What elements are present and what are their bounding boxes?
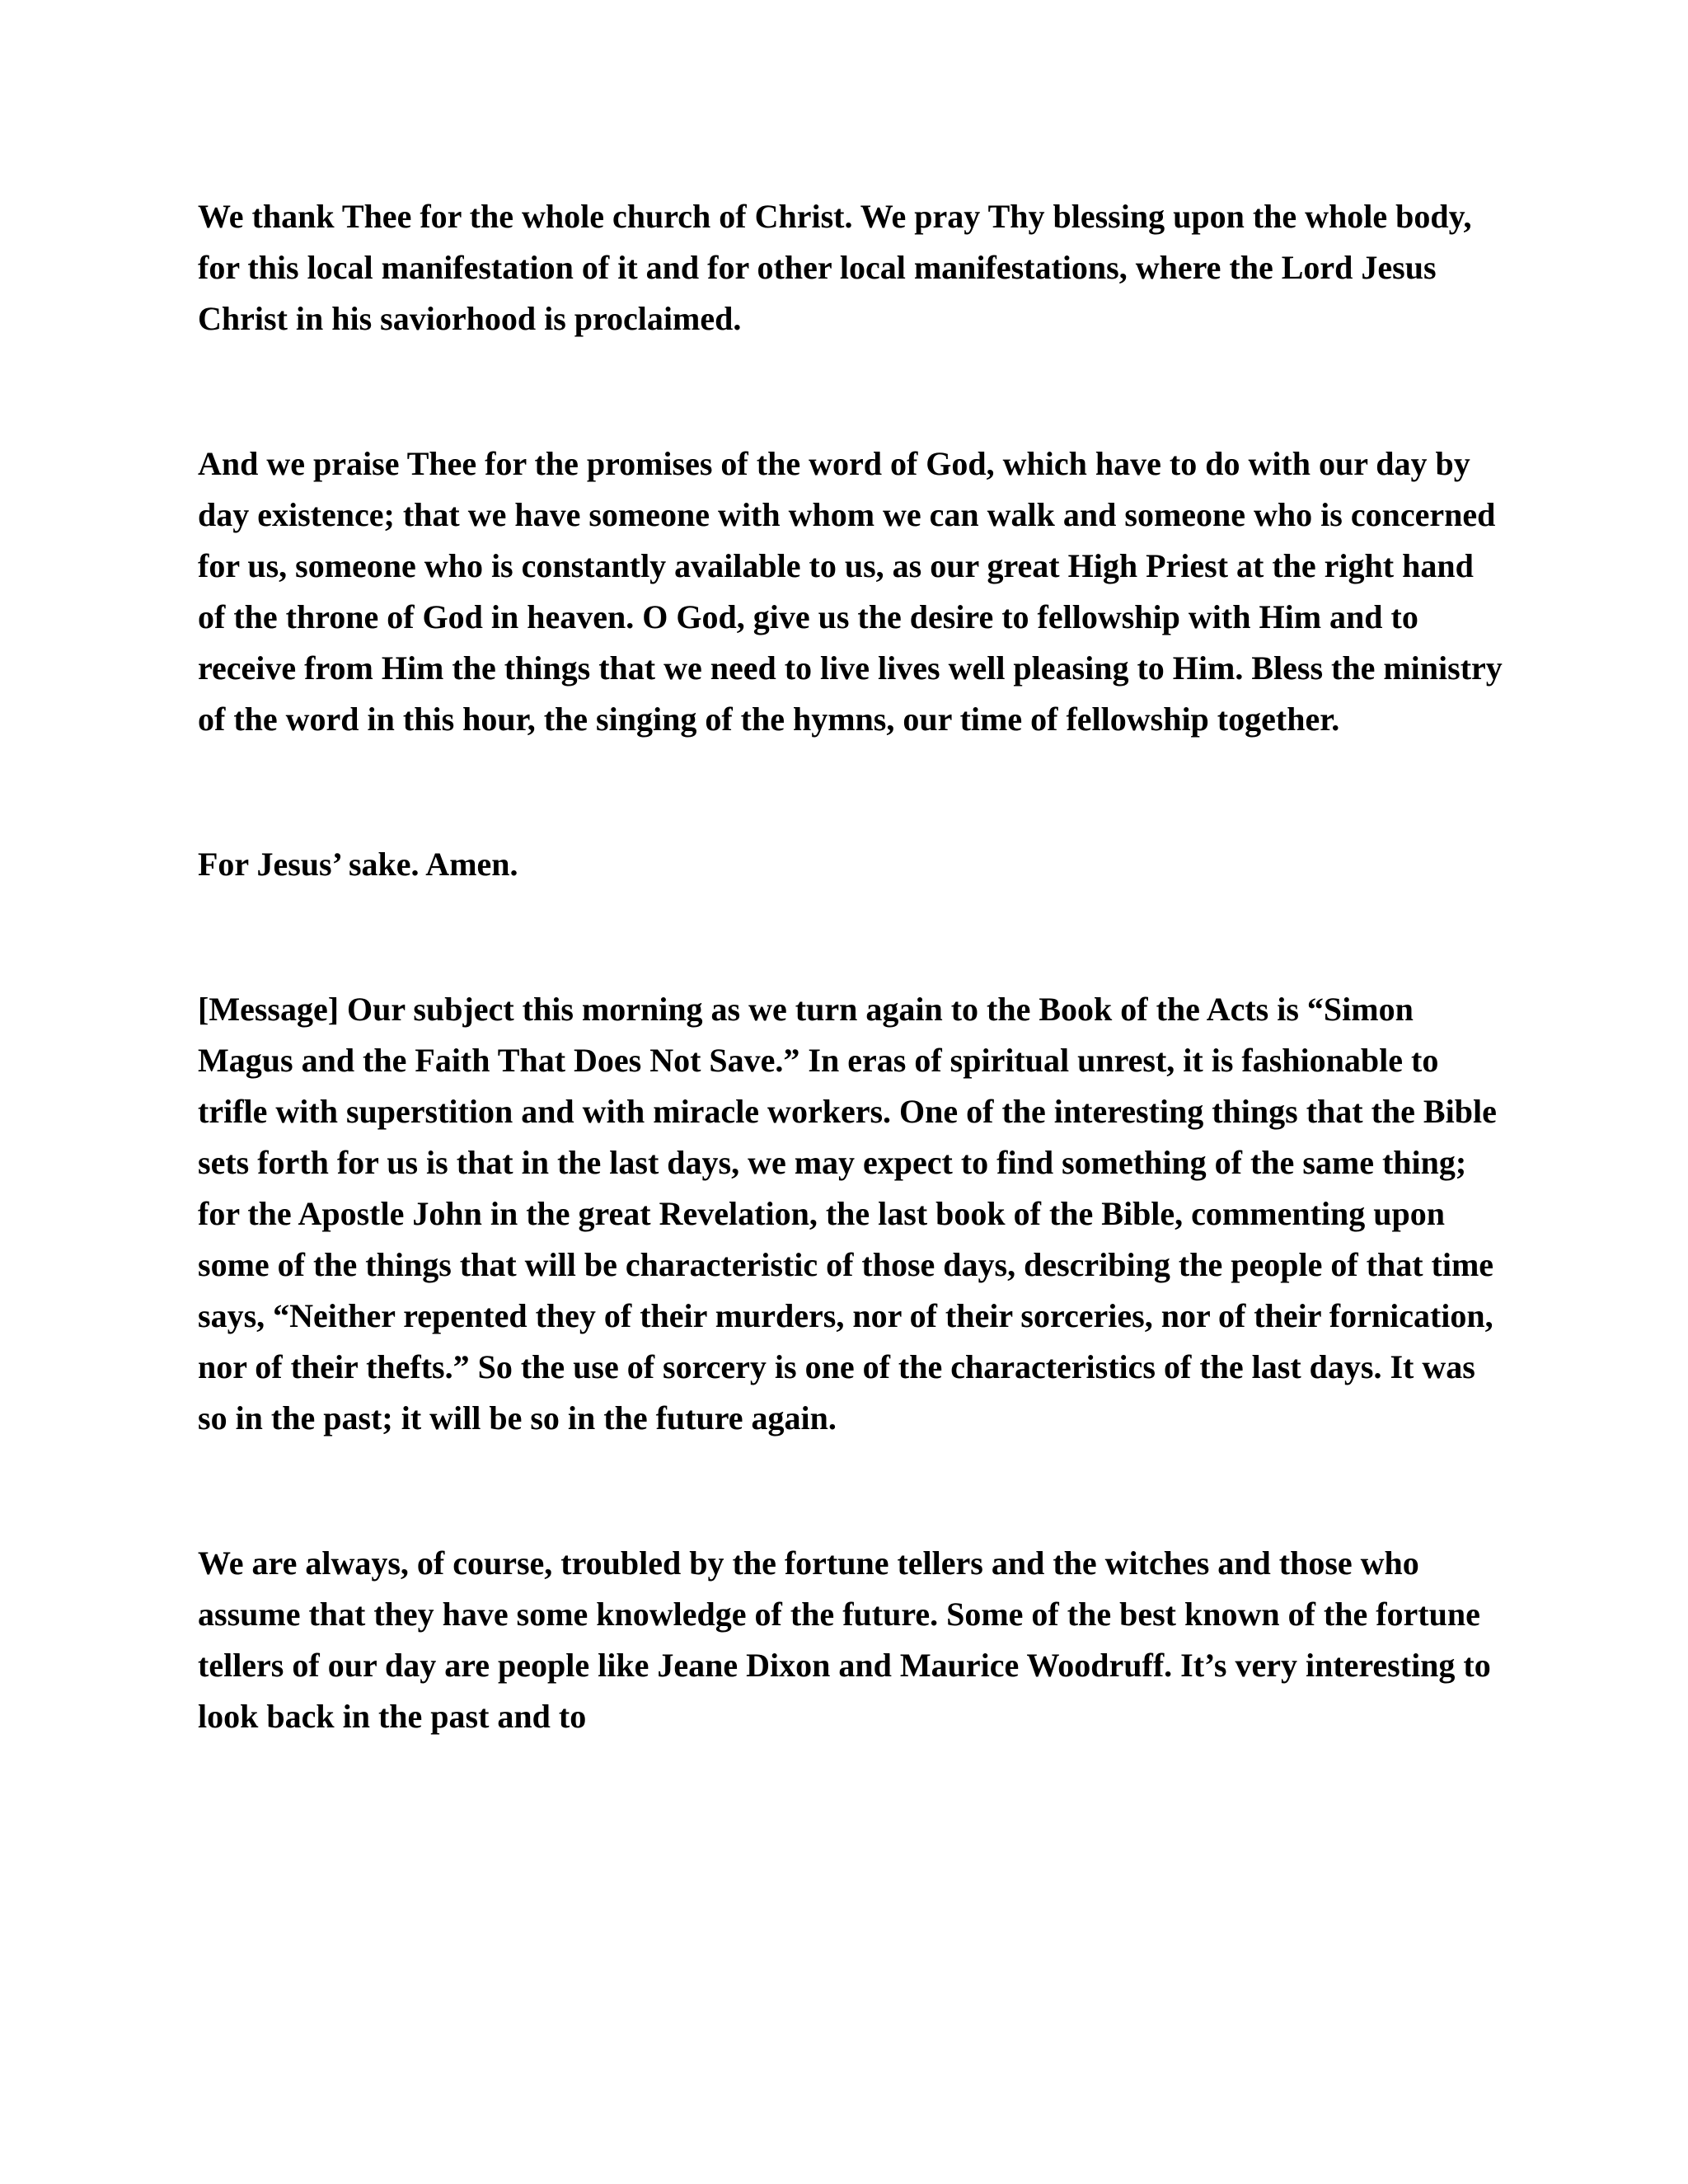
paragraph-gap	[198, 745, 1508, 839]
paragraph-gap	[198, 344, 1508, 438]
paragraph-gap	[198, 1444, 1508, 1538]
document-body	[198, 191, 1508, 1742]
paragraph-fortune-tellers: We are always, of course, troubled by the fortune tellers and the witches and those who assume that they have some knowledge of the future. Some of the best known of the fortune tellers of our day are people like Jeane Dixon and Maurice Woodruff. It’s very interesting to look back in the past and to	[198, 1544, 1491, 1735]
paragraph-prayer-promises: And we praise Thee for the promises of the word of God, which have to do with our day by day existence; that we have someone with whom we can walk and someone who is concerned for us, someone who is constantly available to us, as our great High Priest at the right hand of the throne of God in heaven. O God, give us the desire to fellowship with Him and to receive from Him the things that we need to live lives well pleasing to Him. Bless the ministry of the word in this hour, the singing of the hymns, our time of fellowship together.	[198, 445, 1503, 738]
paragraph-gap	[198, 890, 1508, 984]
paragraph-amen: For Jesus’ sake. Amen.	[198, 846, 518, 883]
paragraph-message-intro: [Message] Our subject this morning as we turn again to the Book of the Acts is “Simon Magus and the Faith That Does Not Save.” In eras of spiritual unrest, it is fashionable to trifle with superstition and with miracle workers. One of the interesting things that the Bible sets forth for us is that in the last days, we may expect to find something of the same thing; for the Apostle John in the great Revelation, the last book of the Bible, commenting upon some of the things that will be characteristic of those days, describing the people of that time says, “Neither repented they of their murders, nor of their sorceries, nor of their fornication, nor of their thefts.” So the use of sorcery is one of the characteristics of the last days. It was so in the past; it will be so in the future again.	[198, 991, 1497, 1436]
paragraph-prayer-church: We thank Thee for the whole church of Christ. We pray Thy blessing upon the whole body, for this local manifestation of it and for other local manifestations, where the Lord Jesus Christ in his saviorhood is proclaimed.	[198, 198, 1472, 337]
